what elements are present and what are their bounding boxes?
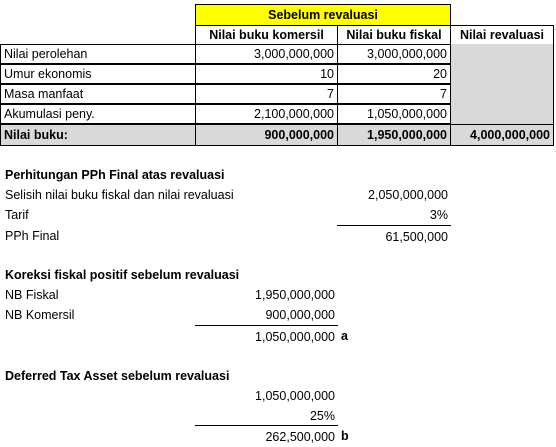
row-komersil-umur-ekonomis: 10 [195,64,338,84]
row-fiskal-nilai-perolehan: 3,000,000,000 [337,44,451,64]
pph-tarif-value: 3% [429,208,448,222]
row-fiskal-akumulasi: 1,050,000,000 [337,104,451,124]
dta-rate-value: 25% [309,409,335,423]
pph-selisih-label: Selisih nilai buku fiskal dan nilai revaluasi [5,188,234,202]
dta-base-value: 1,050,000,000 [255,389,335,403]
pph-selisih-value: 2,050,000,000 [368,188,448,202]
total-komersil: 900,000,000 [195,124,338,146]
koreksi-result-value: 1,050,000,000 [195,325,338,347]
row-fiskal-masa-manfaat: 7 [337,84,451,104]
header-col-komersil: Nilai buku komersil [195,25,338,45]
row-label-umur-ekonomis: Umur ekonomis [0,64,196,84]
dta-result-value: 262,500,000 [195,425,338,446]
header-col-revaluasi: Nilai revaluasi [450,25,554,45]
row-fiskal-umur-ekonomis: 20 [337,64,451,84]
koreksi-nb-fiskal-value: 1,950,000,000 [255,288,335,302]
pph-title: Perhitungan PPh Final atas revaluasi [5,168,225,182]
row-label-nilai-perolehan: Nilai perolehan [0,44,196,64]
header-group-title: Sebelum revaluasi [195,4,451,26]
koreksi-result-mark: a [341,329,348,343]
dta-result-mark: b [341,429,349,443]
pph-tarif-label: Tarif [5,208,29,222]
total-label: Nilai buku: [0,124,196,146]
row-label-akumulasi: Akumulasi peny. [0,104,196,124]
row-komersil-akumulasi: 2,100,000,000 [195,104,338,124]
koreksi-nb-komersil-label: NB Komersil [5,308,75,322]
row-label-masa-manfaat: Masa manfaat [0,84,196,104]
koreksi-title: Koreksi fiskal positif sebelum revaluasi [5,268,240,282]
pph-final-label: PPh Final [5,229,60,243]
total-fiskal: 1,950,000,000 [337,124,451,146]
pph-final-value: 61,500,000 [337,225,451,247]
dta-title: Deferred Tax Asset sebelum revaluasi [5,369,230,383]
header-col-fiskal: Nilai buku fiskal [337,25,451,45]
koreksi-nb-fiskal-label: NB Fiskal [5,288,59,302]
row-komersil-nilai-perolehan: 3,000,000,000 [195,44,338,64]
total-revaluasi: 4,000,000,000 [450,124,554,146]
revaluasi-empty-block [450,44,554,125]
row-komersil-masa-manfaat: 7 [195,84,338,104]
koreksi-nb-komersil-value: 900,000,000 [265,308,335,322]
